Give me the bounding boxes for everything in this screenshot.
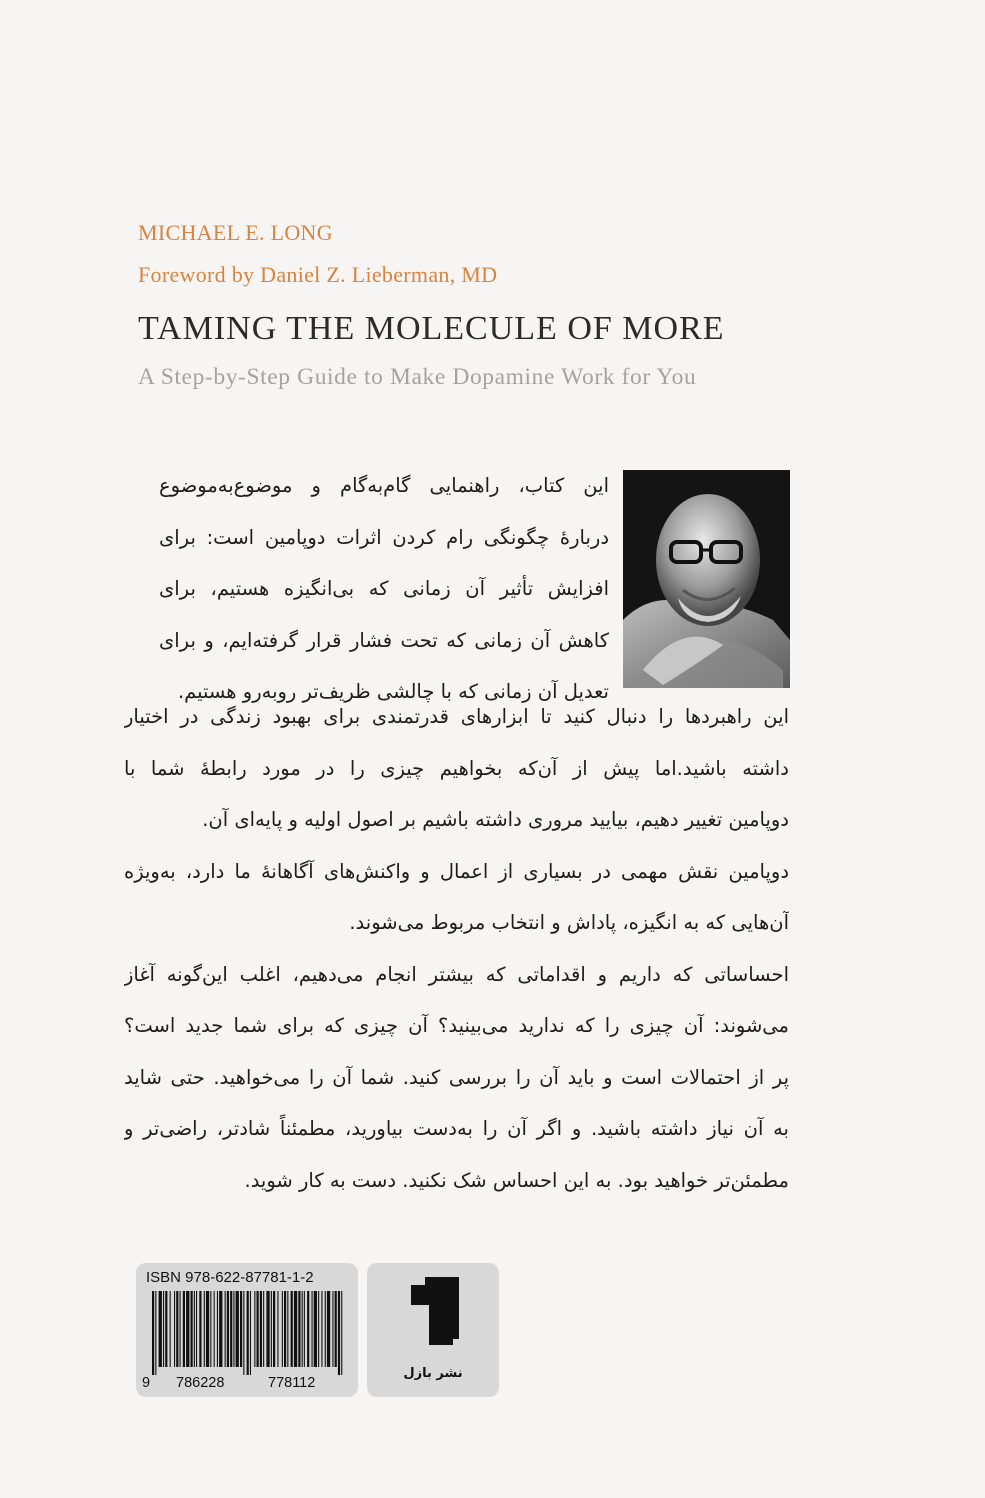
book-title: TAMING THE MOLECULE OF MORE	[138, 310, 725, 347]
author-name: MICHAEL E. LONG	[138, 220, 333, 245]
barcode-digits-right: 778112	[268, 1375, 316, 1391]
description-line: این کتاب، راهنمایی گام‌به‌گام و موضوع‌به‌موضوع	[159, 474, 609, 497]
author-photo	[623, 470, 790, 688]
barcode-digit-first: 9	[142, 1375, 151, 1391]
description-wrapped	[159, 460, 609, 718]
description-line: احساساتی که داریم و اقداماتی که بیشتر انجام می‌دهیم، اغلب این‌گونه آغاز	[124, 962, 789, 986]
description-line: داشته باشید.اما پیش از آن‌که بخواهیم چیزی را در مورد رابطهٔ شما با	[124, 756, 789, 780]
publisher-book-icon	[367, 1263, 499, 1363]
description-line: می‌شوند: آن چیزی را که ندارید می‌بینید؟ آن چیزی که برای شما جدید است؟	[124, 1014, 789, 1037]
description-line: پر از احتمالات است و باید آن را بررسی کنید. شما آن را می‌خواهید. حتی شاید	[124, 1065, 789, 1089]
foreword-credit: Foreword by Daniel Z. Lieberman, MD	[138, 262, 498, 287]
description-line: کاهش آن زمانی که تحت فشار قرار گرفته‌ایم، و برای	[159, 628, 609, 652]
description-line: به آن نیاز داشته باشید. و اگر آن را به‌دست بیاورید، مطمئناً شادتر، راضی‌تر و	[124, 1117, 789, 1140]
description-line: این راهبردها را دنبال کنید تا ابزارهای قدرتمندی برای بهبود زندگی در اختیار	[124, 705, 789, 728]
description-full	[124, 691, 789, 1206]
description-line: تعدیل آن زمانی که با چالشی ظریف‌تر روبه‌رو هستیم.	[177, 680, 609, 703]
publisher-name: نشر بازل	[403, 1366, 463, 1381]
description-line: افزایش تأثیر آن زمانی که بی‌انگیزه هستیم، برای	[159, 577, 609, 600]
description-line: مطمئن‌تر خواهید بود. به این احساس شک نکنید. دست به کار شوید.	[244, 1168, 789, 1192]
publisher-logo-panel	[367, 1263, 499, 1397]
barcode-panel	[136, 1263, 358, 1397]
isbn-number: ISBN 978-622-87781-1-2	[146, 1269, 314, 1286]
description-line: آن‌هایی که به انگیزه، پاداش و انتخاب مربوط می‌شوند.	[349, 911, 789, 934]
book-subtitle: A Step-by-Step Guide to Make Dopamine Work for You	[138, 364, 697, 390]
description-line: دوپامین تغییر دهیم، بیایید مروری داشته باشیم بر اصول اولیه و پایه‌ای آن.	[202, 808, 789, 831]
description-line: دوپامین نقش مهمی در بسیاری از اعمال و واکنش‌های آگاهانهٔ ما دارد، به‌ویژه	[124, 859, 789, 883]
description-line: دربارهٔ چگونگی رام کردن اثرات دوپامین است: برای	[159, 525, 609, 549]
barcode-icon	[146, 1291, 348, 1375]
barcode-digits-left: 786228	[176, 1375, 225, 1391]
